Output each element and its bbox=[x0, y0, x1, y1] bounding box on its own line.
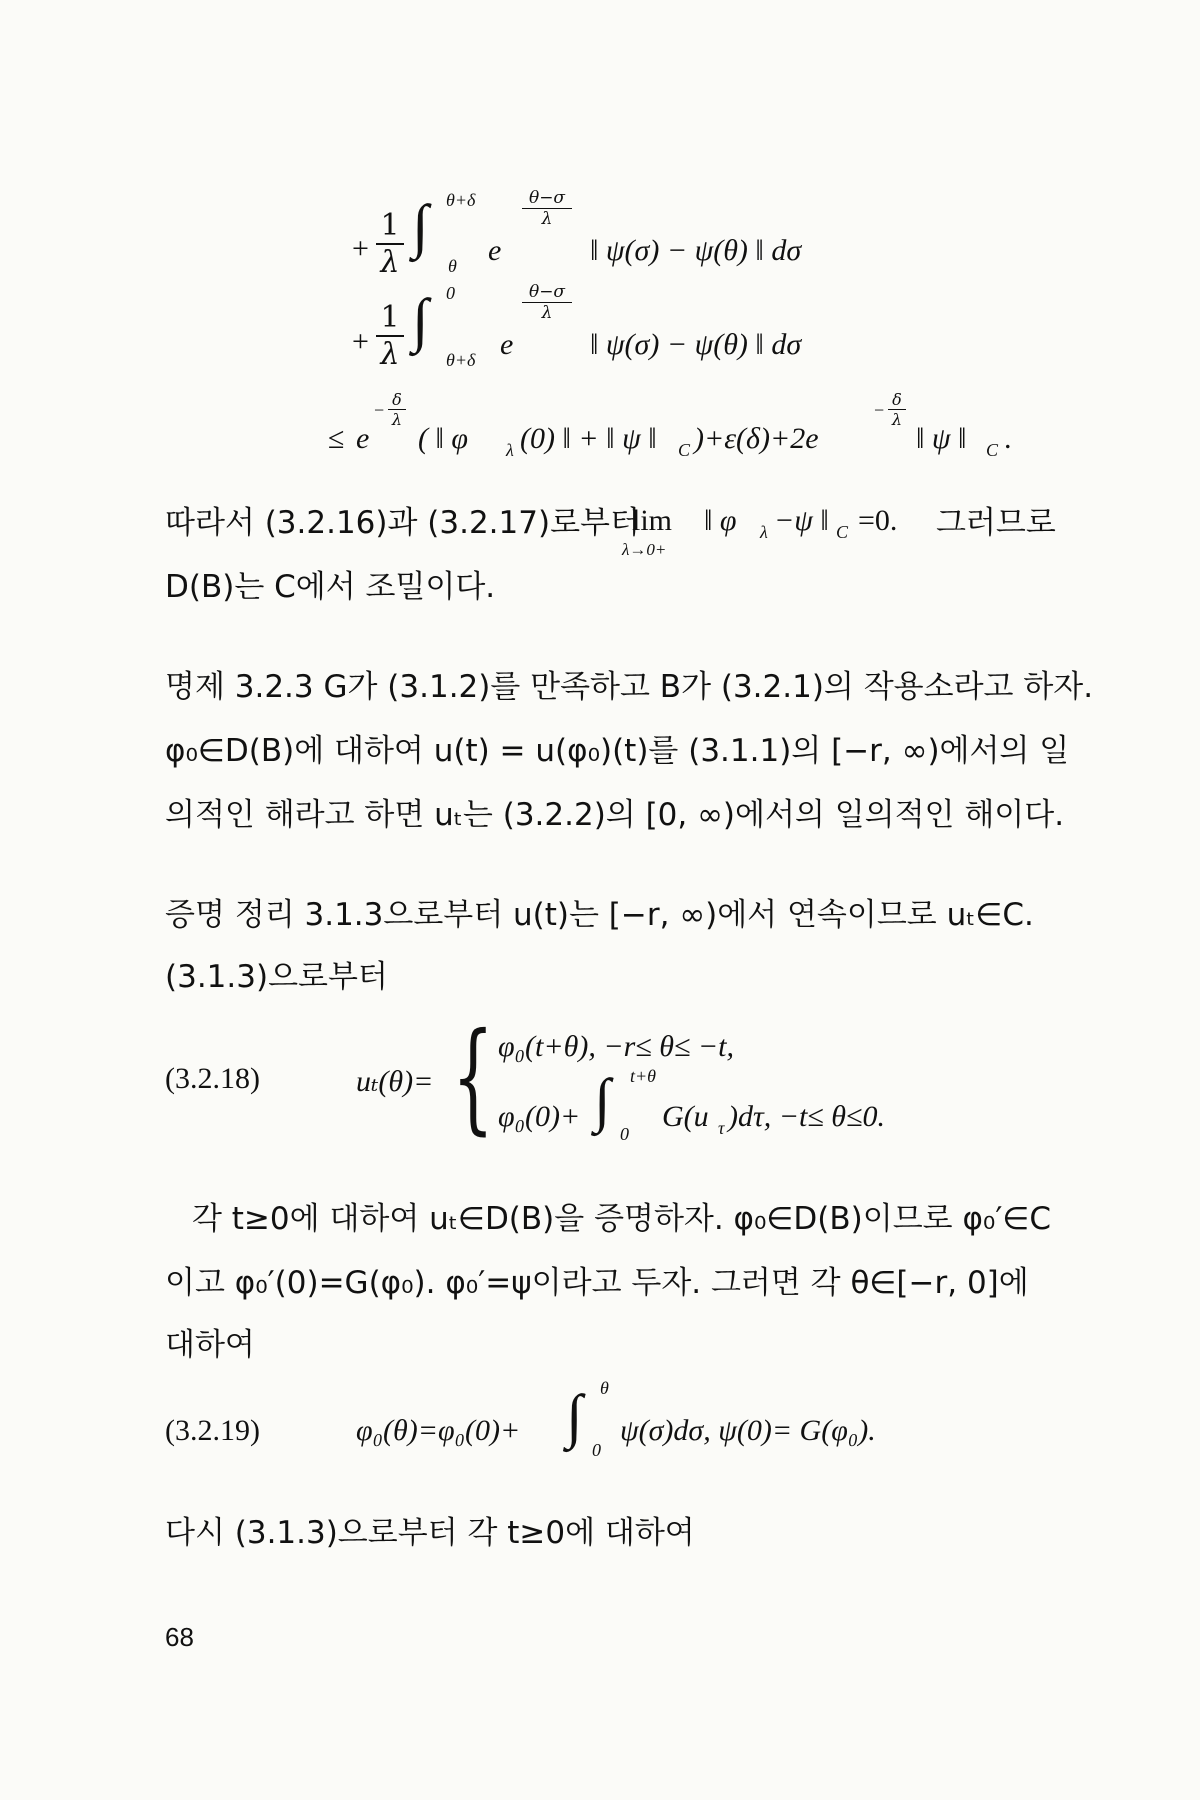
proof-line2: (3.1.3)으로부터 bbox=[165, 959, 388, 995]
subscript-c: C bbox=[836, 522, 849, 542]
exponent-numerator: θ−σ bbox=[528, 282, 566, 302]
exponent-fraction-2 bbox=[888, 390, 906, 429]
case-2-integrand: G(u bbox=[662, 1100, 709, 1133]
fraction-denominator: λ bbox=[380, 337, 400, 372]
exponent-fraction bbox=[522, 188, 572, 229]
integral-lower-limit: θ bbox=[448, 256, 457, 276]
para1-line2: D(B)는 C에서 조밀이다. bbox=[165, 569, 496, 605]
exponent-denominator: λ bbox=[391, 410, 403, 429]
exponent-fraction bbox=[522, 282, 572, 323]
para1-line1-end: 그러므로 bbox=[936, 505, 1056, 541]
page-number: 68 bbox=[165, 1622, 194, 1652]
para3-line1: 다시 (3.1.3)으로부터 각 t≥0에 대하여 bbox=[165, 1515, 695, 1551]
equation-lhs: uₜ(θ)= bbox=[356, 1065, 434, 1098]
period: . bbox=[1004, 422, 1012, 455]
exponent-numerator: δ bbox=[892, 390, 902, 409]
integral-lower-limit: θ+δ bbox=[446, 350, 476, 370]
fraction-denominator: λ bbox=[380, 245, 400, 280]
integral-lower-limit: 0 bbox=[592, 1440, 601, 1460]
integral-upper-limit: t+θ bbox=[630, 1066, 656, 1086]
subscript-c: C bbox=[678, 440, 691, 460]
proof-line1: 증명 정리 3.1.3으로부터 u(t)는 [−r, ∞)에서 연속이므로 uₜ∈C. bbox=[165, 897, 1034, 933]
exp-base: e bbox=[488, 234, 502, 267]
para2-line3: 대하여 bbox=[165, 1327, 255, 1363]
integral-sign: ∫ bbox=[594, 1067, 611, 1133]
bound-part-1: ( ‖ φ bbox=[418, 422, 469, 455]
integral-upper-limit: θ bbox=[600, 1378, 609, 1398]
bound-part-2: (0) ‖ + ‖ ψ ‖ bbox=[520, 422, 657, 455]
fraction-1-over-lambda bbox=[376, 300, 404, 372]
subscript-lambda: λ bbox=[760, 522, 768, 542]
bound-part-4: ‖ ψ ‖ bbox=[916, 422, 967, 455]
exponent-denominator: λ bbox=[541, 209, 553, 229]
equation-part-2: ψ(σ)dσ, ψ(0)= G(φ₀). bbox=[620, 1414, 876, 1447]
lim-subscript: λ→0+ bbox=[622, 540, 667, 559]
exp-base: e bbox=[356, 422, 370, 455]
fraction-numerator: 1 bbox=[380, 300, 400, 335]
case-2-end: )dτ, −t≤ θ≤0. bbox=[728, 1100, 885, 1133]
exp-base: e bbox=[500, 328, 514, 361]
exp-minus: − bbox=[374, 400, 385, 420]
lim-body-2: −ψ ‖ bbox=[774, 504, 829, 537]
subscript-c: C bbox=[986, 440, 999, 460]
left-brace: { bbox=[452, 1008, 494, 1147]
equation-label: (3.2.18) bbox=[165, 1062, 260, 1095]
para2-line2: 이고 φ₀′(0)=G(φ₀). φ₀′=ψ이라고 두자. 그러면 각 θ∈[−r, 0]에 bbox=[165, 1265, 1029, 1301]
equation-label: (3.2.19) bbox=[165, 1414, 260, 1447]
subscript-lambda: λ bbox=[506, 440, 514, 460]
lim-operator: lim bbox=[632, 504, 673, 537]
plus-sign: + bbox=[352, 325, 369, 358]
exponent-fraction-1 bbox=[388, 390, 406, 429]
plus-sign: + bbox=[352, 232, 369, 265]
bound-part-3: )+ε(δ)+2e bbox=[694, 422, 819, 455]
lim-body: ‖ φ bbox=[704, 504, 737, 537]
fraction-1-over-lambda bbox=[376, 208, 404, 280]
integral-sign: ∫ bbox=[566, 1383, 583, 1449]
integrand: ‖ ψ(σ) − ψ(θ) ‖ dσ bbox=[590, 328, 802, 361]
integral-lower-limit: 0 bbox=[620, 1124, 629, 1144]
integral-sign: ∫ bbox=[412, 193, 429, 259]
case-1: φ₀(t+θ), −r≤ θ≤ −t, bbox=[498, 1030, 734, 1063]
lim-result: =0. bbox=[858, 504, 898, 537]
exponent-numerator: θ−σ bbox=[528, 188, 566, 208]
exponent-denominator: λ bbox=[891, 410, 903, 429]
para1-line1: 따라서 (3.2.16)과 (3.2.17)로부터 bbox=[165, 505, 640, 541]
para2-line1: 각 t≥0에 대하여 uₜ∈D(B)을 증명하자. φ₀∈D(B)이므로 φ₀′∈C bbox=[192, 1201, 1052, 1237]
exponent-denominator: λ bbox=[541, 303, 553, 323]
equation-part-1: φ₀(θ)=φ₀(0)+ bbox=[356, 1414, 521, 1447]
fraction-numerator: 1 bbox=[380, 208, 400, 243]
integrand: ‖ ψ(σ) − ψ(θ) ‖ dσ bbox=[590, 234, 802, 267]
exponent-numerator: δ bbox=[392, 390, 402, 409]
prop-line2: φ₀∈D(B)에 대하여 u(t) = u(φ₀)(t)를 (3.1.1)의 [−r, ∞)에서의 일 bbox=[165, 733, 1070, 769]
exp-minus: − bbox=[874, 400, 885, 420]
prop-line3: 의적인 해라고 하면 uₜ는 (3.2.2)의 [0, ∞)에서의 일의적인 해이다. bbox=[165, 797, 1065, 833]
prop-line1: 명제 3.2.3 G가 (3.1.2)를 만족하고 B가 (3.2.1)의 작용소라고 하자. bbox=[165, 669, 1094, 705]
subscript-tau: τ bbox=[718, 1118, 725, 1138]
integral-upper-limit: θ+δ bbox=[446, 190, 476, 210]
integral-upper-limit: 0 bbox=[446, 283, 455, 303]
integral-sign: ∫ bbox=[412, 287, 429, 353]
case-2-start: φ₀(0)+ bbox=[498, 1100, 581, 1133]
leq-sign: ≤ bbox=[328, 422, 345, 455]
